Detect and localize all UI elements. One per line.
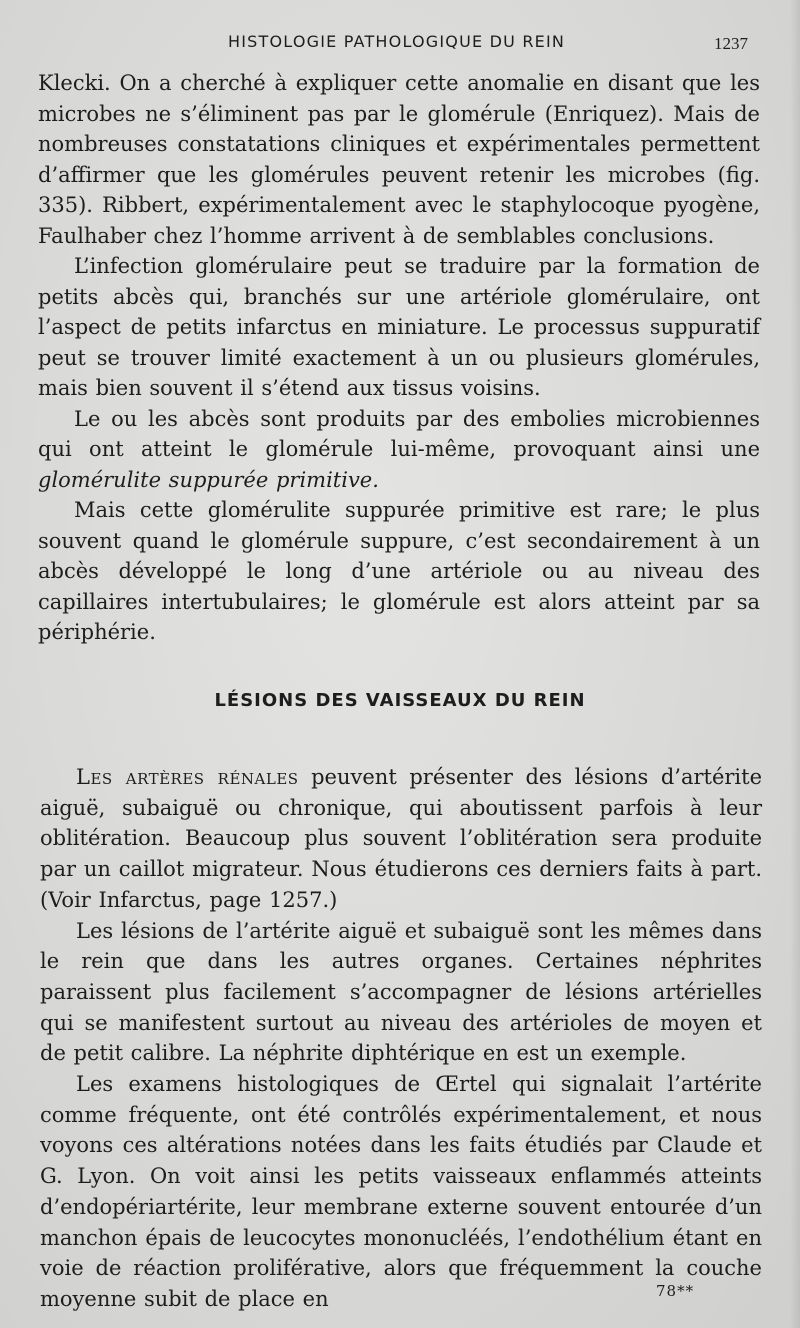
page-edge-shadow [790, 0, 800, 1328]
paragraph-text: Le ou les abcès sont produits par des embolies microbiennes qui ont atteint le glomérule lui-même, provoquant ainsi une [38, 406, 760, 461]
section-vessel-lesions [40, 762, 762, 1315]
section-heading: LÉSIONS DES VAISSEAUX DU REIN [214, 690, 586, 711]
paragraph [40, 762, 762, 916]
italic-term: glomérulite suppurée primitive. [38, 467, 379, 492]
paragraph: Les examens histologiques de Œrtel qui signalait l’artérite comme fréquente, ont été contrôlés expérimentalement, et nous voyons ces altérations notées dans les faits étudiés par Claude et G. Lyon. On voit ainsi les petits vaisseaux enflammés atteints d’endopériartérite, leur membrane externe souvent entourée d’un manchon épais de leucocytes mononucléés, l’endothélium étant en voie de réaction proliférative, alors que fréquemment la couche moyenne subit de place en [40, 1072, 762, 1311]
running-head [0, 32, 800, 56]
paragraph: Mais cette glomérulite suppurée primitive est rare; le plus souvent quand le glomérule suppure, c’est secondairement à un abcès développé le long d’une artériole ou au niveau des capillaires intertubulaires; le glomérule est alors atteint par sa périphérie. [38, 498, 760, 644]
page-number: 1237 [714, 34, 748, 53]
paragraph: L’infection glomérulaire peut se traduire par la formation de petits abcès qui, branchés sur une artériole glomérulaire, ont l’aspect de petits infarctus en miniature. Le processus suppuratif peut se trouver limité exactement à un ou plusieurs glomérules, mais bien souvent il s’étend aux tissus voisins. [38, 254, 760, 400]
paragraph [38, 404, 760, 496]
paragraph-text: peuvent présenter des lésions d’artérite aiguë, subaiguë ou chronique, qui aboutissent parfois à leur oblitération. Beaucoup plus souvent l’oblitération sera produite par un caillot migrateur. Nous étudierons ces derniers faits à part. (Voir Infarctus, page 1257.) [40, 765, 762, 912]
signature-mark: 78** [656, 1282, 695, 1300]
section-glomerular-infection [38, 68, 760, 648]
paragraph: Les lésions de l’artérite aiguë et subaiguë sont les mêmes dans le rein que dans les autres organes. Certaines néphrites paraissent plus facilement s’accompagner de lésions artérielles qui se manifestent surtout au niveau des artérioles de moyen et de petit calibre. La néphrite diphtérique en est un exemple. [40, 918, 762, 1066]
running-title: HISTOLOGIE PATHOLOGIQUE DU REIN [228, 32, 566, 51]
paragraph: Klecki. On a cherché à expliquer cette anomalie en disant que les microbes ne s’éliminent pas par le glomérule (Enriquez). Mais de nombreuses constatations cliniques et expérimentales permettent d’affirmer que les glomérules peuvent retenir les microbes (fig. 335). Ribbert, expérimentalement avec le staphylocoque pyogène, Faulhaber chez l’homme arrivent à de semblables conclusions. [38, 71, 760, 248]
small-caps-term: Les artères rénales [76, 765, 299, 789]
